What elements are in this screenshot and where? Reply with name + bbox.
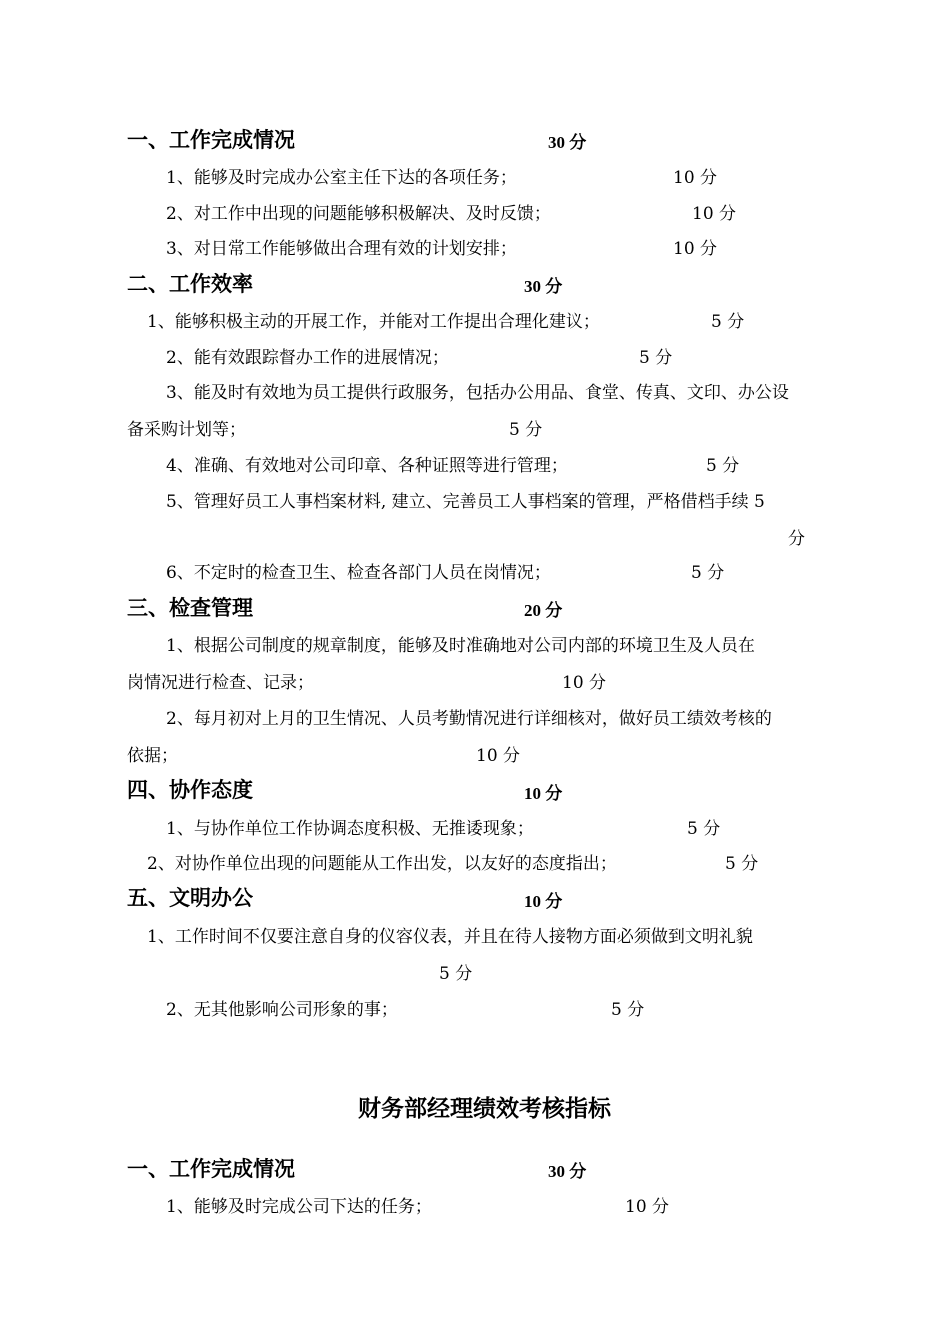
criterion-text: 1、能够及时完成公司下达的任务；	[166, 1197, 432, 1217]
section-score: 30 分	[548, 133, 587, 152]
criterion-text: 1、工作时间不仅要注意自身的仪容仪表，并且在待人接物方面必须做到文明礼貌	[147, 927, 753, 947]
criterion-text: 2、无其他影响公司形象的事；	[166, 1000, 398, 1020]
criterion-score: 10 分	[476, 746, 521, 766]
criterion-score: 5 分	[725, 854, 759, 874]
criterion-score: 10 分	[562, 673, 607, 693]
section-heading: 二、工作效率	[127, 271, 253, 296]
criterion-text-continued: 备采购计划等；	[127, 420, 246, 440]
section-heading: 三、检查管理	[127, 595, 253, 620]
criterion-score-continued: 分	[788, 529, 805, 549]
criterion-score: 5 分	[439, 964, 473, 984]
document-title: 财务部经理绩效考核指标	[358, 1095, 611, 1122]
criterion-score: 10 分	[673, 239, 718, 259]
criterion-score: 5 分	[691, 563, 725, 583]
criterion-text: 1、与协作单位工作协调态度积极、无推诿现象；	[166, 819, 534, 839]
criterion-text: 1、根据公司制度的规章制度，能够及时准确地对公司内部的环境卫生及人员在	[166, 636, 755, 656]
criterion-score: 10 分	[692, 204, 737, 224]
criterion-text: 3、能及时有效地为员工提供行政服务，包括办公用品、食堂、传真、文印、办公设	[166, 383, 789, 403]
criterion-text: 3、对日常工作能够做出合理有效的计划安排；	[166, 239, 517, 259]
criterion-text: 1、能够及时完成办公室主任下达的各项任务；	[166, 168, 517, 188]
section-heading: 一、工作完成情况	[127, 1156, 295, 1181]
criterion-text: 2、对工作中出现的问题能够积极解决、及时反馈；	[166, 204, 551, 224]
criterion-score: 10 分	[673, 168, 718, 188]
criterion-text: 5、管理好员工人事档案材料, 建立、完善员工人事档案的管理，严格借档手续 5	[166, 492, 765, 512]
section-heading: 五、文明办公	[127, 885, 253, 910]
criterion-text: 2、每月初对上月的卫生情况、人员考勤情况进行详细核对，做好员工绩效考核的	[166, 709, 772, 729]
criterion-text: 1、能够积极主动的开展工作，并能对工作提出合理化建议；	[147, 312, 600, 332]
criterion-text-continued: 依据；	[127, 746, 178, 766]
section-score: 30 分	[548, 1162, 587, 1181]
section-heading: 一、工作完成情况	[127, 127, 295, 152]
criterion-score: 5 分	[711, 312, 745, 332]
section-score: 10 分	[524, 784, 563, 803]
criterion-text-continued: 岗情况进行检查、记录；	[127, 673, 314, 693]
criterion-score: 5 分	[687, 819, 721, 839]
criterion-text: 2、对协作单位出现的问题能从工作出发，以友好的态度指出；	[147, 854, 617, 874]
criterion-score: 5 分	[611, 1000, 645, 1020]
section-score: 10 分	[524, 892, 563, 911]
criterion-text: 2、能有效跟踪督办工作的进展情况；	[166, 348, 449, 368]
section-score: 20 分	[524, 601, 563, 620]
criterion-text: 6、不定时的检查卫生、检查各部门人员在岗情况；	[166, 563, 551, 583]
section-heading: 四、协作态度	[127, 777, 253, 802]
criterion-score: 10 分	[625, 1197, 670, 1217]
section-score: 30 分	[524, 277, 563, 296]
criterion-score: 5 分	[509, 420, 543, 440]
criterion-score: 5 分	[639, 348, 673, 368]
criterion-text: 4、准确、有效地对公司印章、各种证照等进行管理；	[166, 456, 568, 476]
criterion-score: 5 分	[706, 456, 740, 476]
